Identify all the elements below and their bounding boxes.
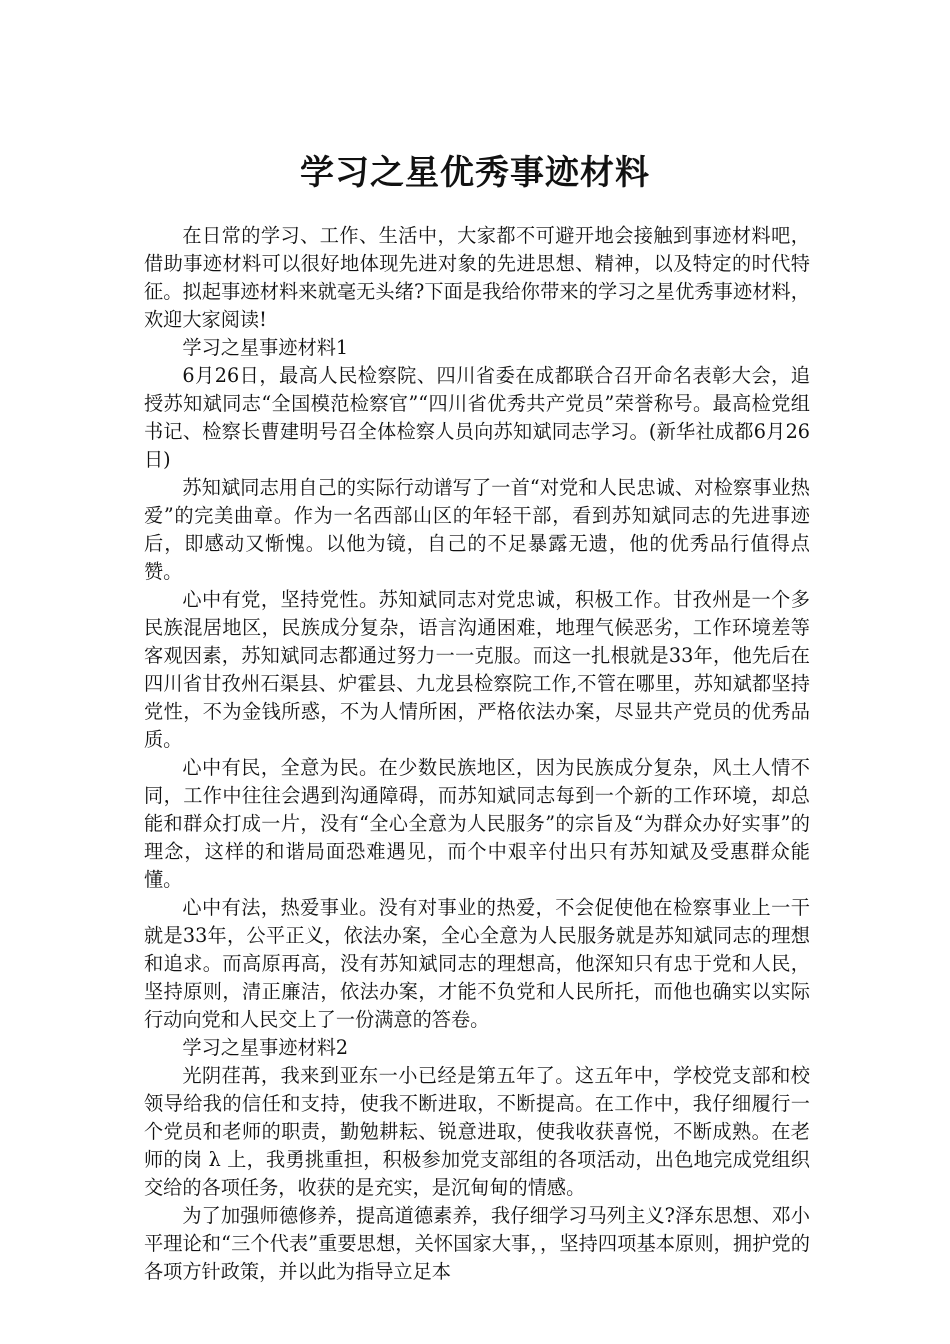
section-heading-1: 学习之星事迹材料1: [182, 336, 349, 359]
body-paragraph: 为了加强师德修养，提高道德素养，我仔细学习马列主义?泽东思想、邓小平理论和“三个代表”重要思想，关怀国家大事，，坚持四项基本原则，拥护党的各项方针政策，并以此为指导立足本: [144, 1204, 810, 1283]
body-paragraph: 苏知斌同志用自己的实际行动谱写了一首“对党和人民忠诚、对检察事业热爱”的完美曲章。作为一名西部山区的年轻干部，看到苏知斌同志的先进事迹后，即感动又惭愧。以他为镜，自己的不足暴露无遗，他的优秀品行值得点赞。: [144, 476, 810, 583]
intro-paragraph: 在日常的学习、工作、生活中，大家都不可避开地会接触到事迹材料吧，借助事迹材料可以很好地体现先进对象的先进思想、精神，以及特定的时代特征。拟起事迹材料来就毫无头绪?下面是我给你带来的学习之星优秀事迹材料，欢迎大家阅读!: [144, 224, 810, 331]
body-paragraph: 心中有法，热爱事业。没有对事业的热爱，不会促使他在检察事业上一干就是33年，公平正义，依法办案，全心全意为人民服务就是苏知斌同志的理想和追求。而高原再高，没有苏知斌同志的理想高，他深知只有忠于党和人民，坚持原则，清正廉洁，依法办案，才能不负党和人民所托，而他也确实以实际行动向党和人民交上了一份满意的答卷。: [144, 896, 810, 1031]
body-paragraph: 心中有民，全意为民。在少数民族地区，因为民族成分复杂，风土人情不同，工作中往往会遇到沟通障碍，而苏知斌同志每到一个新的工作环境，却总能和群众打成一片，没有“全心全意为人民服务”的宗旨及“为群众办好实事”的理念，这样的和谐局面恐难遇见，而个中艰辛付出只有苏知斌及受惠群众能懂。: [144, 756, 810, 891]
body-paragraph: 6月26日，最高人民检察院、四川省委在成都联合召开命名表彰大会，追授苏知斌同志“全国模范检察官”“四川省优秀共产党员”荣誉称号。最高检党组书记、检察长曹建明号召全体检察人员向苏知斌同志学习。(新华社成都6月26日): [144, 364, 810, 471]
section-heading-2: 学习之星事迹材料2: [182, 1036, 349, 1059]
body-paragraph: 心中有党，坚持党性。苏知斌同志对党忠诚，积极工作。甘孜州是一个多民族混居地区，民族成分复杂，语言沟通困难，地理气候恶劣，工作环境差等客观因素，苏知斌同志都通过努力一一克服。而这一扎根就是33年，他先后在四川省甘孜州石渠县、炉霍县、九龙县检察院工作,不管在哪里，苏知斌都坚持党性，不为金钱所惑，不为人情所困，严格依法办案，尽显共产党员的优秀品质。: [144, 588, 810, 751]
body-paragraph: 光阴荏苒，我来到亚东一小已经是第五年了。这五年中，学校党支部和校领导给我的信任和支持，使我不断进取，不断提高。在工作中，我仔细履行一个党员和老师的职责，勤勉耕耘、锐意进取，使我收获喜悦，不断成熟。在老师的岗 λ 上，我勇挑重担，积极参加党支部组的各项活动，出色地完成党组织交给的各项任务，收获的是充实，是沉甸甸的情感。: [144, 1064, 810, 1199]
document-body: [144, 222, 810, 1286]
document-title: 学习之星优秀事迹材料: [300, 152, 650, 193]
